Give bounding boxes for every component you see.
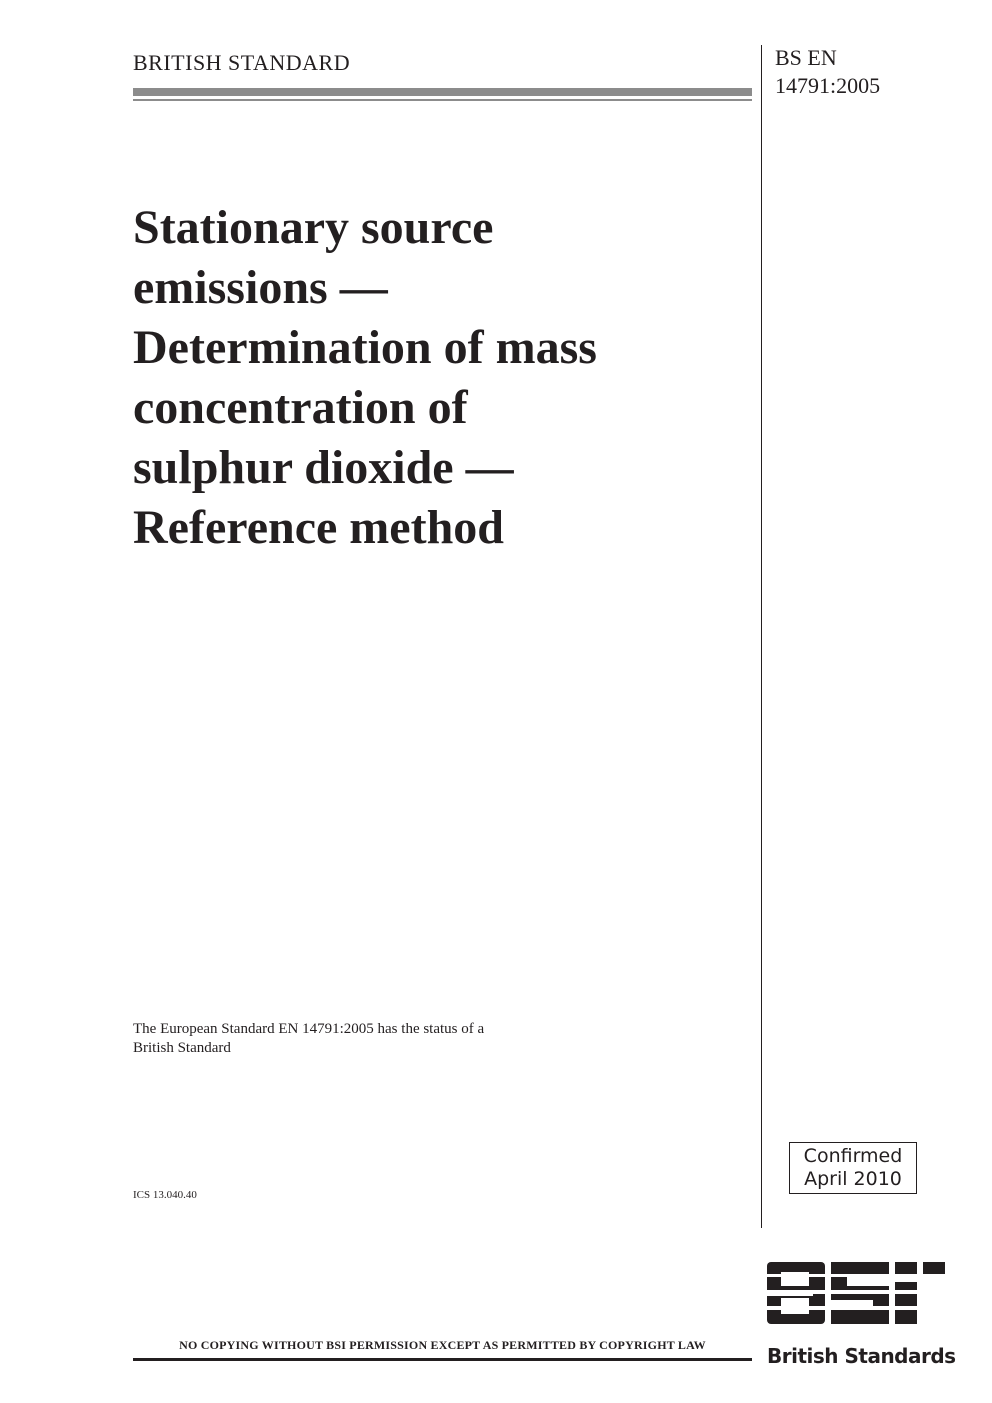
document-title [133,198,753,558]
confirmed-date: April 2010 [804,1168,902,1190]
title-line: Determination of mass [133,321,597,374]
confirmed-label: Confirmed [803,1145,903,1167]
vertical-divider [761,45,762,1228]
title-line: Reference method [133,501,504,554]
footer-rule [133,1358,752,1361]
status-note-line2: British Standard [133,1040,231,1056]
bsi-logo-caption: British Standards [767,1344,956,1368]
header-rule [133,88,752,96]
ics-code: ICS 13.040.40 [133,1189,197,1201]
standard-number [775,44,880,100]
copyright-notice: NO COPYING WITHOUT BSI PERMISSION EXCEPT AS PERMITTED BY COPYRIGHT LAW [179,1338,706,1352]
title-line: concentration of [133,381,468,434]
standard-number-line2: 14791:2005 [775,73,881,98]
status-note [133,1020,484,1058]
confirmed-stamp [789,1142,917,1194]
bsi-logo [767,1262,956,1372]
title-line: sulphur dioxide — [133,441,514,494]
status-note-line1: The European Standard EN 14791:2005 has the status of a [133,1021,485,1037]
title-line: emissions — [133,261,388,314]
document-type-label: BRITISH STANDARD [133,50,351,75]
standard-number-line1: BS EN [775,45,837,70]
header-rule-thin [133,99,752,101]
title-line: Stationary source [133,201,494,254]
